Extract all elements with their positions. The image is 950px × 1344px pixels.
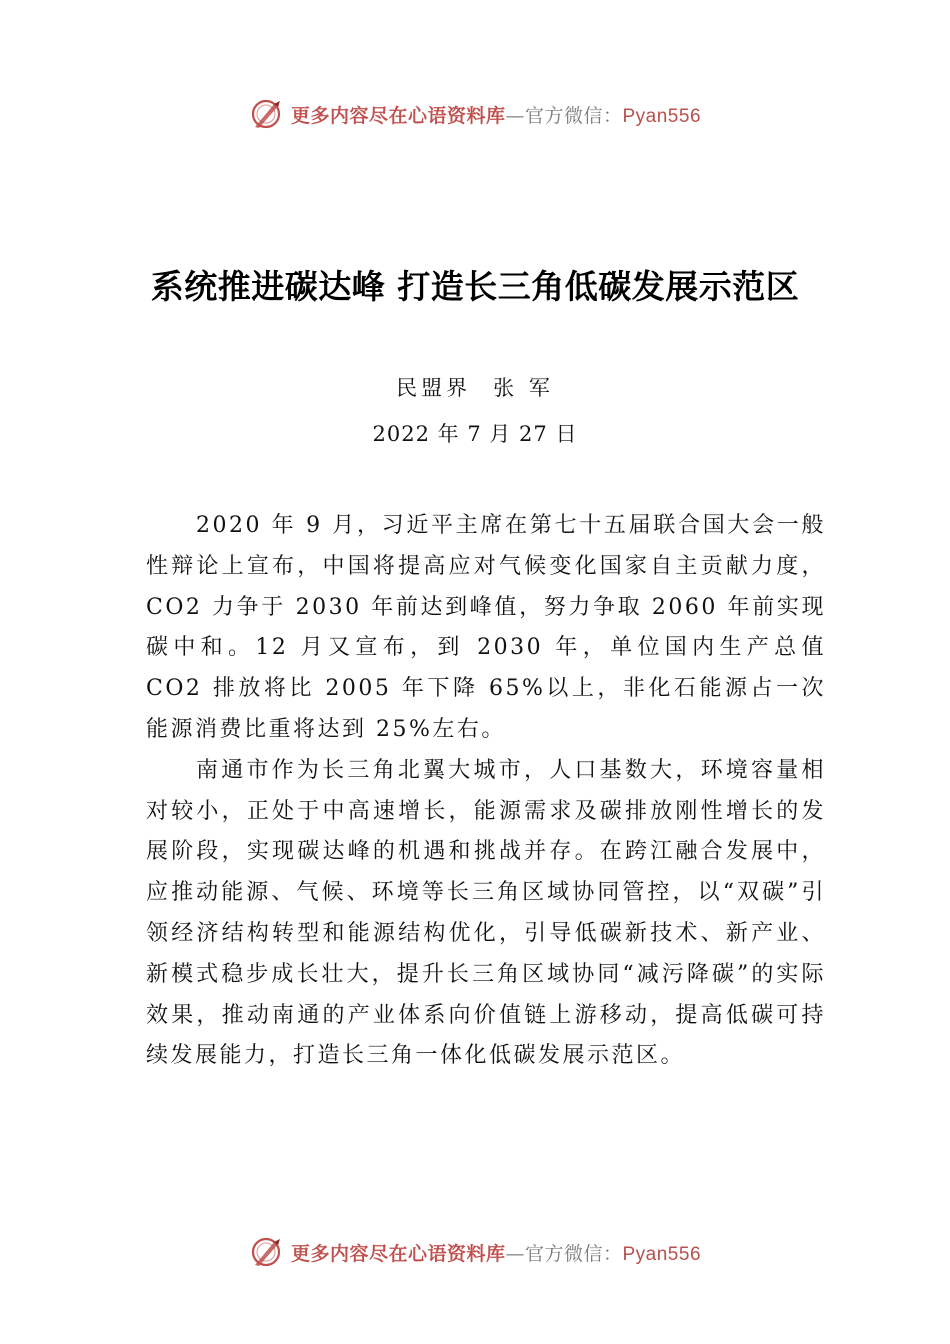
watermark-wechat-id: Pyan556 <box>622 105 702 127</box>
watermark-separator: — <box>505 104 525 127</box>
document-title: 系统推进碳达峰 打造长三角低碳发展示范区 <box>150 267 800 306</box>
watermark-text <box>291 1239 701 1266</box>
author-line <box>0 372 950 402</box>
author-org: 民盟界 <box>396 376 472 400</box>
document-body <box>146 506 826 1077</box>
header-watermark <box>0 94 950 134</box>
watermark-label: 官方微信： <box>524 1242 623 1265</box>
paragraph: 2020 年 9 月，习近平主席在第七十五届联合国大会一般性辩论上宣布，中国将提高应对气候变化国家自主贡献力度，CO2 力争于 2030 年前达到峰值，努力争取 2060 年前实现碳中和。12 月又宣布，到 2030 年，单位国内生产总值 CO2 排放将比 2005 年下降 65%以上，非化石能源占一次能源消费比重将达到 25%左右。 <box>146 513 826 742</box>
watermark-label: 官方微信： <box>524 104 623 127</box>
watermark-separator: — <box>505 1242 525 1265</box>
watermark-main-text: 更多内容尽在心语资料库 <box>290 1242 506 1265</box>
watermark-text <box>291 101 701 128</box>
quill-pen-circle-icon <box>249 97 283 131</box>
quill-pen-circle-icon <box>249 1235 283 1269</box>
watermark-main-text: 更多内容尽在心语资料库 <box>290 104 506 127</box>
document-date: 2022 年 7 月 27 日 <box>372 422 578 446</box>
watermark-wechat-id: Pyan556 <box>622 1243 702 1265</box>
author-name: 张 军 <box>493 376 554 400</box>
footer-watermark <box>0 1232 950 1272</box>
paragraph: 南通市作为长三角北翼大城市，人口基数大，环境容量相对较小，正处于中高速增长，能源需求及碳排放刚性增长的发展阶段，实现碳达峰的机遇和挑战并存。在跨江融合发展中，应推动能源、气候、环境等长三角区域协同管控，以“双碳”引领经济结构转型和能源结构优化，引导低碳新技术、新产业、新模式稳步成长壮大，提升长三角区域协同“减污降碳”的实际效果，推动南通的产业体系向价值链上游移动，提高低碳可持续发展能力，打造长三角一体化低碳发展示范区。 <box>146 757 826 1069</box>
